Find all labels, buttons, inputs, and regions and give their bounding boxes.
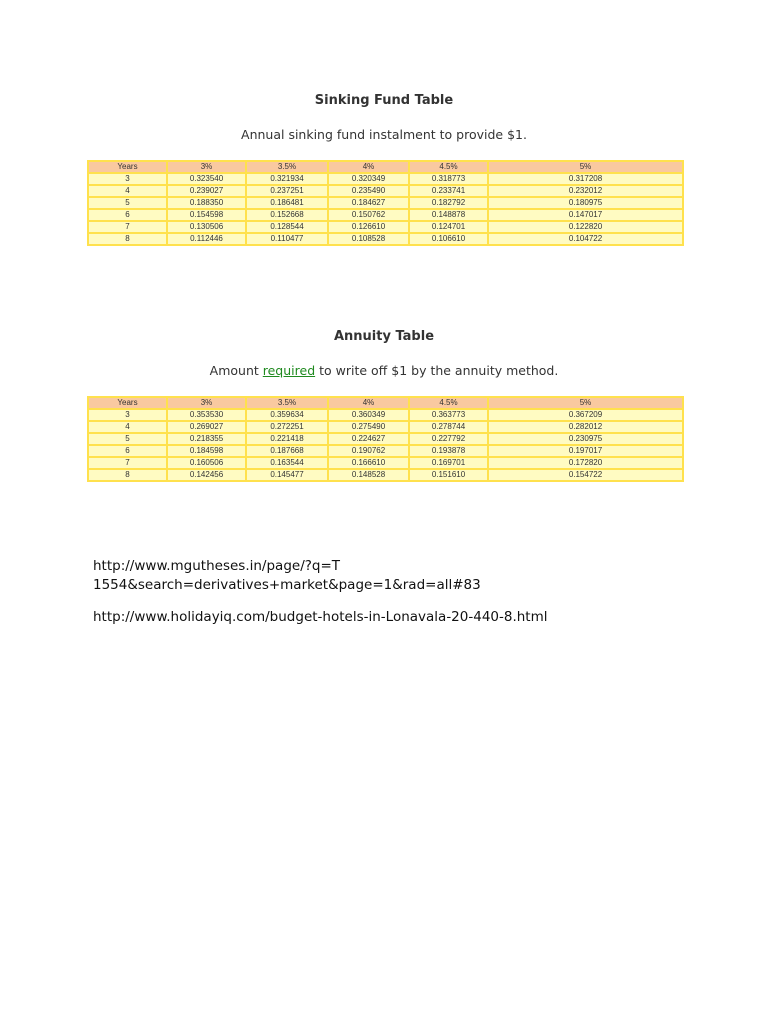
table-cell: 0.104722: [488, 233, 683, 245]
table-cell: 7: [88, 221, 167, 233]
table-cell: 3: [88, 173, 167, 185]
annuity-description-after: to write off $1 by the annuity method.: [315, 363, 559, 378]
table-cell: 4: [88, 421, 167, 433]
annuity-title: Annuity Table: [333, 329, 435, 344]
table-cell: 0.160506: [167, 457, 246, 469]
table-cell: 0.360349: [328, 409, 409, 421]
table-cell: 0.363773: [409, 409, 488, 421]
table-cell: 0.142456: [167, 469, 246, 481]
table-cell: 0.152668: [246, 209, 328, 221]
table-row: [88, 457, 683, 469]
table-cell: 0.126610: [328, 221, 409, 233]
table-cell: 0.108528: [328, 233, 409, 245]
header-cell: 4%: [328, 161, 409, 173]
table-cell: 0.239027: [167, 185, 246, 197]
table-cell: 0.224627: [328, 433, 409, 445]
header-cell: 5%: [488, 397, 683, 409]
table-cell: 0.106610: [409, 233, 488, 245]
table-cell: 5: [88, 433, 167, 445]
table-cell: 0.278744: [409, 421, 488, 433]
table-cell: 0.235490: [328, 185, 409, 197]
table-cell: 0.359634: [246, 409, 328, 421]
header-cell: 3%: [167, 161, 246, 173]
table-cell: 0.317208: [488, 173, 683, 185]
table-row: [88, 421, 683, 433]
header-cell: 4.5%: [409, 397, 488, 409]
table-row: [88, 209, 683, 221]
header-cell: 4.5%: [409, 161, 488, 173]
table-cell: 0.321934: [246, 173, 328, 185]
table-cell: 0.112446: [167, 233, 246, 245]
table-cell: 0.190762: [328, 445, 409, 457]
table-cell: 0.188350: [167, 197, 246, 209]
table-cell: 0.353530: [167, 409, 246, 421]
table-cell: 0.197017: [488, 445, 683, 457]
header-cell: 5%: [488, 161, 683, 173]
table-cell: 0.367209: [488, 409, 683, 421]
url-holidayiq: http://www.holidayiq.com/budget-hotels-in-Lonavala-20-440-8.html: [93, 609, 548, 625]
table-cell: 0.154598: [167, 209, 246, 221]
header-cell: Years: [88, 161, 167, 173]
table-row: [88, 197, 683, 209]
table-cell: 0.147017: [488, 209, 683, 221]
table-cell: 0.184627: [328, 197, 409, 209]
table-cell: 0.275490: [328, 421, 409, 433]
table-cell: 7: [88, 457, 167, 469]
table-cell: 3: [88, 409, 167, 421]
table-row: [88, 469, 683, 481]
table-cell: 0.163544: [246, 457, 328, 469]
table-cell: 0.148528: [328, 469, 409, 481]
table-cell: 0.318773: [409, 173, 488, 185]
table-cell: 0.151610: [409, 469, 488, 481]
header-cell: 3.5%: [246, 161, 328, 173]
header-cell: 4%: [328, 397, 409, 409]
table-cell: 0.282012: [488, 421, 683, 433]
table-cell: 0.154722: [488, 469, 683, 481]
table-row: [88, 409, 683, 421]
table-cell: 8: [88, 469, 167, 481]
table-cell: 0.148878: [409, 209, 488, 221]
required-link[interactable]: required: [262, 363, 316, 378]
table-cell: 6: [88, 209, 167, 221]
table-cell: 0.130506: [167, 221, 246, 233]
table-cell: 0.320349: [328, 173, 409, 185]
sinking-fund-title: Sinking Fund Table: [314, 93, 454, 108]
table-cell: 5: [88, 197, 167, 209]
table-row: [88, 173, 683, 185]
table-cell: 8: [88, 233, 167, 245]
header-cell: Years: [88, 397, 167, 409]
table-cell: 0.193878: [409, 445, 488, 457]
table-cell: 0.272251: [246, 421, 328, 433]
table-header-row: [88, 397, 683, 409]
table-cell: 0.218355: [167, 433, 246, 445]
table-cell: 0.221418: [246, 433, 328, 445]
annuity-description-before: Amount: [209, 363, 263, 378]
table-cell: 0.122820: [488, 221, 683, 233]
table-row: [88, 433, 683, 445]
table-cell: 0.227792: [409, 433, 488, 445]
table-cell: 0.145477: [246, 469, 328, 481]
table-row: [88, 185, 683, 197]
table-cell: 0.269027: [167, 421, 246, 433]
table-cell: 0.323540: [167, 173, 246, 185]
table-cell: 0.232012: [488, 185, 683, 197]
table-row: [88, 445, 683, 457]
url-mgutheses-line2: 1554&search=derivatives+market&page=1&rad=all#83: [93, 577, 481, 593]
table-cell: 0.124701: [409, 221, 488, 233]
table-cell: 0.172820: [488, 457, 683, 469]
url-mgutheses-line1: http://www.mgutheses.in/page/?q=T: [93, 558, 341, 574]
table-cell: 0.237251: [246, 185, 328, 197]
annuity-description: [0, 363, 768, 378]
table-cell: 0.184598: [167, 445, 246, 457]
table-cell: 0.128544: [246, 221, 328, 233]
sinking-fund-description: Annual sinking fund instalment to provide $1.: [241, 127, 527, 142]
table-cell: 0.110477: [246, 233, 328, 245]
table-header-row: [88, 161, 683, 173]
table-cell: 0.150762: [328, 209, 409, 221]
header-cell: 3%: [167, 397, 246, 409]
table-cell: 0.169701: [409, 457, 488, 469]
table-cell: 0.182792: [409, 197, 488, 209]
annuity-table: [87, 396, 684, 482]
table-cell: 0.180975: [488, 197, 683, 209]
table-row: [88, 221, 683, 233]
header-cell: 3.5%: [246, 397, 328, 409]
table-cell: 6: [88, 445, 167, 457]
sinking-fund-table: [87, 160, 684, 246]
table-cell: 4: [88, 185, 167, 197]
table-cell: 0.233741: [409, 185, 488, 197]
table-cell: 0.230975: [488, 433, 683, 445]
table-cell: 0.186481: [246, 197, 328, 209]
table-cell: 0.187668: [246, 445, 328, 457]
table-row: [88, 233, 683, 245]
table-cell: 0.166610: [328, 457, 409, 469]
